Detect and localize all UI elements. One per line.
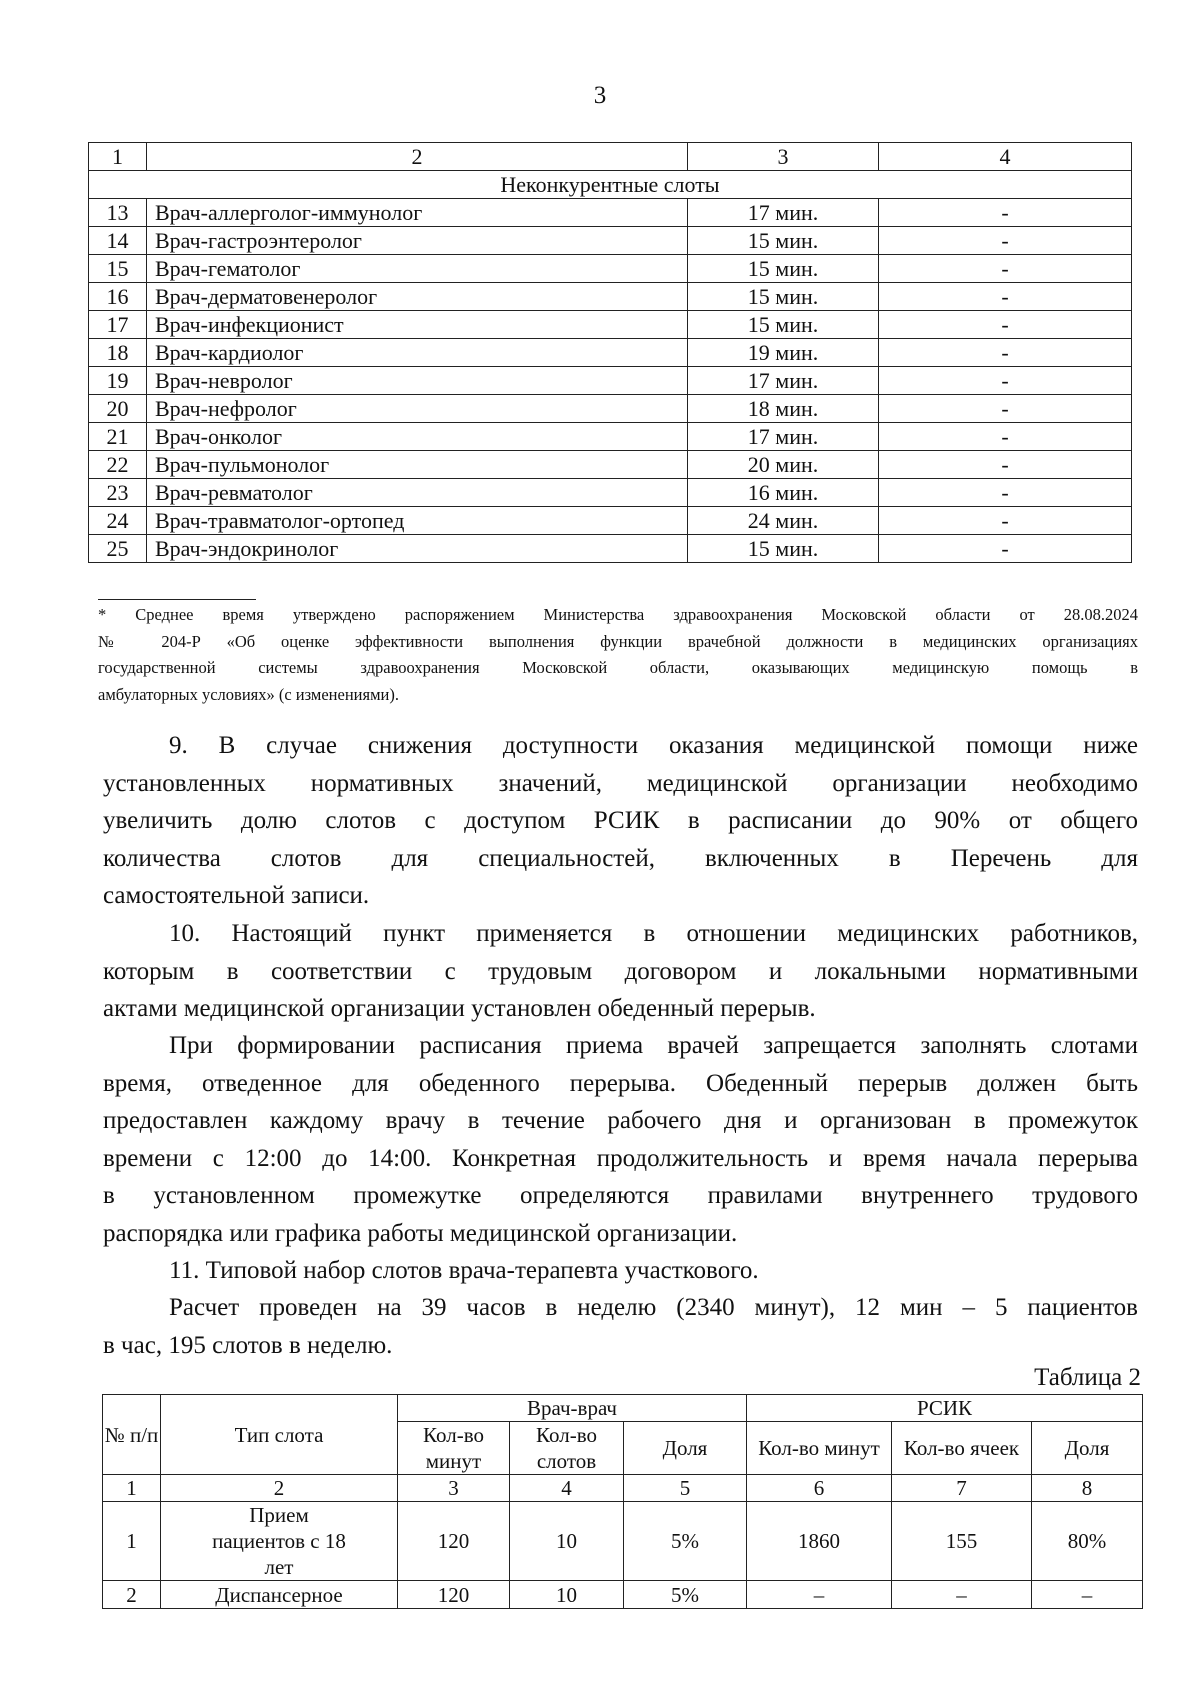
row-extra: - (879, 535, 1132, 563)
table-row (89, 199, 1132, 227)
table-row (89, 311, 1132, 339)
row-rsik-share: 80% (1032, 1502, 1143, 1581)
text-line: которым в соответствии с трудовым договором и локальными нормативными (103, 957, 1138, 985)
slot-set-table (102, 1394, 1143, 1609)
row-vv-minutes: 120 (398, 1581, 510, 1609)
row-extra: - (879, 339, 1132, 367)
text-line: предоставлен каждому врачу в течение рабочего дня и организован в промежуток (103, 1107, 1138, 1134)
table-row (89, 479, 1132, 507)
row-time: 20 мин. (688, 451, 879, 479)
row-time: 15 мин. (688, 227, 879, 255)
row-number: 20 (89, 395, 147, 423)
text-line: самостоятельной записи. (103, 882, 370, 909)
row-rsik-minutes: – (747, 1581, 892, 1609)
row-extra: - (879, 479, 1132, 507)
row-number: 13 (89, 199, 147, 227)
footnote-separator (98, 599, 256, 600)
row-extra: - (879, 255, 1132, 283)
table-row (89, 255, 1132, 283)
row-extra: - (879, 451, 1132, 479)
row-time: 24 мин. (688, 507, 879, 535)
header-type: Тип слота (161, 1395, 398, 1475)
header-cells: Кол-во ячеек (892, 1422, 1032, 1475)
footnote-line: № 204-Р «Об оценке эффективности выполнения функции врачебной должности в медицинских организациях (98, 631, 1138, 651)
row-number: 24 (89, 507, 147, 535)
row-number: 22 (89, 451, 147, 479)
row-extra: - (879, 423, 1132, 451)
row-vv-share: 5% (624, 1581, 747, 1609)
row-vv-slots: 10 (510, 1502, 624, 1581)
page-number: 3 (593, 82, 607, 109)
header-cell: 1 (89, 143, 147, 171)
footnote-line: амбулаторных условиях» (с изменениями). (98, 684, 399, 704)
row-number: 25 (89, 535, 147, 563)
table-row (89, 339, 1132, 367)
row-time: 19 мин. (688, 339, 879, 367)
footnote (98, 602, 1138, 708)
row-specialist: Врач-травматолог-ортопед (147, 507, 688, 535)
row-time: 17 мин. (688, 367, 879, 395)
table-row (103, 1502, 1143, 1581)
specialists-time-table (88, 142, 1132, 563)
row-specialist: Врач-эндокринолог (147, 535, 688, 563)
text-line: время, отведенное для обеденного перерыва. Обеденный перерыв должен быть (103, 1069, 1138, 1097)
header-minutes: Кол-во минут (398, 1422, 510, 1475)
header-group-doctor: Врач-врач (398, 1395, 747, 1422)
table-header-row (103, 1395, 1143, 1422)
index-cell: 1 (103, 1475, 161, 1502)
row-extra: - (879, 367, 1132, 395)
row-time: 15 мин. (688, 535, 879, 563)
row-number: 21 (89, 423, 147, 451)
text-line: актами медицинской организации установлен обеденный перерыв. (103, 995, 816, 1022)
row-vv-slots: 10 (510, 1581, 624, 1609)
row-number: 19 (89, 367, 147, 395)
row-time: 17 мин. (688, 423, 879, 451)
index-cell: 2 (161, 1475, 398, 1502)
header-minutes: Кол-во минут (747, 1422, 892, 1475)
row-rsik-minutes: 1860 (747, 1502, 892, 1581)
table-row (89, 227, 1132, 255)
row-specialist: Врач-пульмонолог (147, 451, 688, 479)
row-specialist: Врач-невролог (147, 367, 688, 395)
section-title: Неконкурентные слоты (89, 171, 1132, 199)
header-slots: Кол-во слотов (510, 1422, 624, 1475)
row-extra: - (879, 283, 1132, 311)
index-cell: 5 (624, 1475, 747, 1502)
index-cell: 7 (892, 1475, 1032, 1502)
row-specialist: Врач-гематолог (147, 255, 688, 283)
row-specialist: Врач-гастроэнтеролог (147, 227, 688, 255)
row-number: 17 (89, 311, 147, 339)
row-time: 15 мин. (688, 283, 879, 311)
table-row (89, 507, 1132, 535)
index-cell: 3 (398, 1475, 510, 1502)
footnote-line: * Среднее время утверждено распоряжением Министерства здравоохранения Московской области от 28.08.2024 (98, 605, 1138, 624)
text-line: 11. Типовой набор слотов врача-терапевта участкового. (169, 1257, 759, 1284)
row-rsik-share: – (1032, 1581, 1143, 1609)
paragraph-9 (103, 727, 1138, 915)
header-num: № п/п (103, 1395, 161, 1475)
row-type: Прием пациентов с 18 лет (161, 1502, 398, 1581)
table-row (89, 367, 1132, 395)
paragraph-10-continued (103, 1027, 1138, 1252)
index-cell: 4 (510, 1475, 624, 1502)
table-row (89, 535, 1132, 563)
row-vv-minutes: 120 (398, 1502, 510, 1581)
row-specialist: Врач-аллерголог-иммунолог (147, 199, 688, 227)
text-line: в час, 195 слотов в неделю. (103, 1331, 393, 1359)
row-vv-share: 5% (624, 1502, 747, 1581)
row-num: 1 (103, 1502, 161, 1581)
index-cell: 8 (1032, 1475, 1143, 1502)
header-cell: 4 (879, 143, 1132, 171)
text-line: увеличить долю слотов с доступом РСИК в расписании до 90% от общего (103, 807, 1138, 834)
row-time: 17 мин. (688, 199, 879, 227)
header-share: Доля (1032, 1422, 1143, 1475)
header-cell: 2 (147, 143, 688, 171)
text-line: распорядка или графика работы медицинской организации. (103, 1219, 738, 1247)
row-time: 15 мин. (688, 255, 879, 283)
row-time: 18 мин. (688, 395, 879, 423)
table-row (89, 395, 1132, 423)
table-row (103, 1581, 1143, 1609)
row-specialist: Врач-онколог (147, 423, 688, 451)
text-line: в установленном промежутке определяются правилами внутреннего трудового (103, 1182, 1138, 1209)
row-time: 15 мин. (688, 311, 879, 339)
table-row (89, 283, 1132, 311)
table-caption: Таблица 2 (1034, 1364, 1141, 1391)
row-specialist: Врач-дерматовенеролог (147, 283, 688, 311)
row-extra: - (879, 507, 1132, 535)
text-line: 10. Настоящий пункт применяется в отношении медицинских работников, (169, 920, 1138, 947)
row-rsik-cells: – (892, 1581, 1032, 1609)
row-specialist: Врач-нефролог (147, 395, 688, 423)
paragraph-11 (103, 1252, 1138, 1290)
row-specialist: Врач-кардиолог (147, 339, 688, 367)
table-header-row (89, 143, 1132, 171)
header-share: Доля (624, 1422, 747, 1475)
text-line: времени с 12:00 до 14:00. Конкретная продолжительность и время начала перерыва (103, 1144, 1138, 1172)
paragraph-10 (103, 915, 1138, 1028)
paragraph-11-calculation (103, 1289, 1138, 1364)
row-rsik-cells: 155 (892, 1502, 1032, 1581)
header-cell: 3 (688, 143, 879, 171)
text-line: При формировании расписания приема врачей запрещается заполнять слотами (169, 1032, 1138, 1059)
table-row (89, 423, 1132, 451)
row-extra: - (879, 395, 1132, 423)
index-cell: 6 (747, 1475, 892, 1502)
table-index-row (103, 1475, 1143, 1502)
footnote-line: государственной системы здравоохранения Московской области, оказывающих медицинскую помощь в (98, 658, 1138, 677)
section-row (89, 171, 1132, 199)
row-specialist: Врач-ревматолог (147, 479, 688, 507)
row-type: Диспансерное (161, 1581, 398, 1609)
row-extra: - (879, 311, 1132, 339)
row-number: 14 (89, 227, 147, 255)
header-group-rsik: РСИК (747, 1395, 1143, 1422)
text-line: 9. В случае снижения доступности оказания медицинской помощи ниже (169, 732, 1138, 759)
row-num: 2 (103, 1581, 161, 1609)
text-line: установленных нормативных значений, медицинской организации необходимо (103, 769, 1138, 797)
row-number: 23 (89, 479, 147, 507)
text-line: количества слотов для специальностей, включенных в Перечень для (103, 844, 1138, 872)
row-number: 15 (89, 255, 147, 283)
row-number: 16 (89, 283, 147, 311)
text-line: Расчет проведен на 39 часов в неделю (2340 минут), 12 мин – 5 пациентов (169, 1294, 1138, 1321)
row-number: 18 (89, 339, 147, 367)
row-extra: - (879, 227, 1132, 255)
row-extra: - (879, 199, 1132, 227)
row-specialist: Врач-инфекционист (147, 311, 688, 339)
row-time: 16 мин. (688, 479, 879, 507)
table-row (89, 451, 1132, 479)
